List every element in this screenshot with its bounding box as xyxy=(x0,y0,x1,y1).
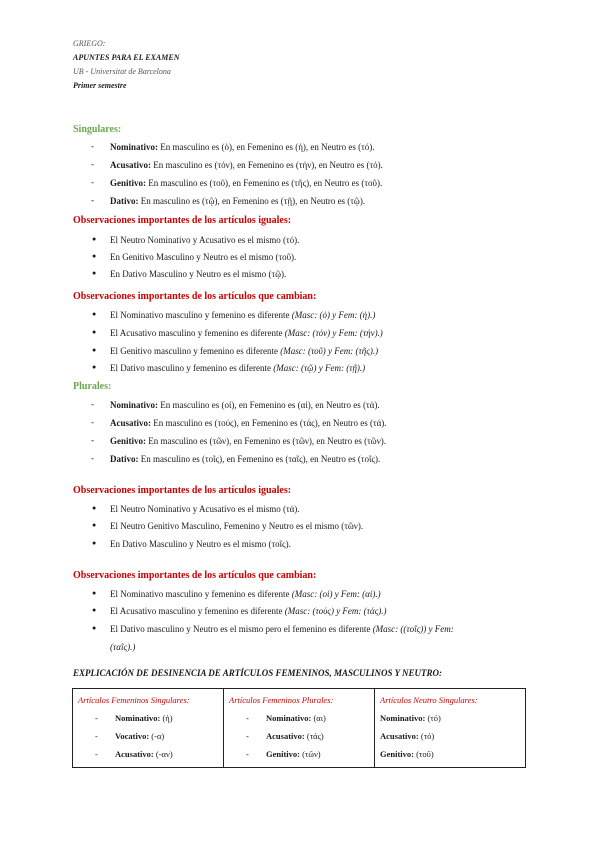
dash-marker: - xyxy=(246,713,249,723)
list-item xyxy=(110,362,365,374)
list-item xyxy=(110,309,375,321)
item-text: El Nominativo masculino y femenino es diferente xyxy=(110,310,292,320)
explicacion-title: EXPLICACIÓN DE DESINENCIA DE ARTÍCULOS FEMENINOS, MASCULINOS Y NEUTRO: xyxy=(73,668,443,678)
list-item xyxy=(110,588,381,600)
row-text: En masculino es (τούς), en Femenino es (τάς), en Neutro es (τά). xyxy=(151,418,387,428)
row-value: (τό) xyxy=(425,713,441,723)
dash-marker: - xyxy=(95,731,98,741)
item-detail: (ταῖς).) xyxy=(110,642,136,652)
row-value: (τό) xyxy=(418,731,435,741)
list-item xyxy=(110,141,375,153)
dash-marker: - xyxy=(246,731,249,741)
row-value: (τοῦ) xyxy=(414,749,434,759)
obs-cambian-heading: Observaciones importantes de los artículos que cambian: xyxy=(73,291,317,302)
list-item: El Neutro Nominativo y Acusativo es el mismo (τό). xyxy=(110,235,300,245)
item-detail: (Masc: (οἱ) y Fem: (αἱ).) xyxy=(291,589,381,599)
bullet-marker: ● xyxy=(92,235,97,243)
dash-marker: - xyxy=(91,159,94,169)
row-text: En masculino es (τόν), en Femenino es (τήν), en Neutro es (τό). xyxy=(151,160,383,170)
row-label: Acusativo: xyxy=(380,731,419,741)
row-value: (-α) xyxy=(149,731,165,741)
dash-marker: - xyxy=(91,177,94,187)
list-item xyxy=(110,453,380,465)
list-item: En Dativo Masculino y Neutro es el mismo (τοῖς). xyxy=(110,539,291,549)
bullet-marker: ● xyxy=(92,328,97,336)
item-text: El Dativo masculino y Neutro es el mismo pero el femenino es diferente xyxy=(110,624,373,634)
row-value: (αι) xyxy=(311,713,326,723)
column-heading: Artículos Femeninos Plurales: xyxy=(229,695,334,705)
item-detail: (Masc: (τούς) y Fem: (τάς).) xyxy=(284,606,387,616)
dash-marker: - xyxy=(91,453,94,463)
row-label: Genitivo: xyxy=(110,178,146,188)
table-row xyxy=(380,731,434,741)
row-value: (τῶν) xyxy=(300,749,321,759)
list-item-continuation xyxy=(110,641,135,653)
row-label: Nominativo: xyxy=(110,142,158,152)
row-label: Vocativo: xyxy=(115,731,150,741)
item-detail: (Masc: (τοῦ) y Fem: (τῆς).) xyxy=(280,346,379,356)
item-detail: (Masc: (τόν) y Fem: (τήν).) xyxy=(284,328,383,338)
row-label: Dativo: xyxy=(110,454,139,464)
list-item: El Neutro Nominativo y Acusativo es el mismo (τά). xyxy=(110,504,300,514)
dash-marker: - xyxy=(91,399,94,409)
obs-iguales-heading: Observaciones importantes de los artículos iguales: xyxy=(73,215,292,226)
item-detail: (Masc: (τῷ) y Fem: (τῇ).) xyxy=(273,363,366,373)
row-text: En masculino es (τῷ), en Femenino es (τῇ), en Neutro es (τῷ). xyxy=(138,196,366,206)
row-label: Nominativo: xyxy=(115,713,161,723)
table-row xyxy=(380,749,434,759)
row-text: En masculino es (ὁ), en Femenino es (ἡ), en Neutro es (τό). xyxy=(158,142,375,152)
row-text: En masculino es (τῶν), en Femenino es (τῶν), en Neutro es (τῶν). xyxy=(146,436,387,446)
desinencia-table xyxy=(72,688,526,768)
dash-marker: - xyxy=(95,749,98,759)
bullet-marker: ● xyxy=(92,521,97,529)
semester-label: Primer semestre xyxy=(73,81,127,90)
row-label: Nominativo: xyxy=(266,713,312,723)
table-column-femeninos-plurales xyxy=(224,689,375,767)
list-item xyxy=(110,195,365,207)
list-item xyxy=(110,417,387,429)
row-label: Genitivo: xyxy=(380,749,414,759)
row-label: Nominativo: xyxy=(110,400,158,410)
row-text: En masculino es (τοῖς), en Femenino es (ταῖς), en Neutro es (τοῖς). xyxy=(138,454,381,464)
item-text: El Dativo masculino y femenino es diferente xyxy=(110,363,274,373)
row-value: (τάς) xyxy=(304,731,324,741)
list-item: En Dativo Masculino y Neutro es el mismo (τῷ). xyxy=(110,269,287,279)
row-value: (-αν) xyxy=(153,749,173,759)
dash-marker: - xyxy=(91,435,94,445)
list-item xyxy=(110,345,378,357)
bullet-marker: ● xyxy=(92,310,97,318)
obs-iguales-heading: Observaciones importantes de los artículos iguales: xyxy=(73,485,292,496)
row-label: Nominativo: xyxy=(380,713,426,723)
row-label: Acusativo: xyxy=(115,749,154,759)
plurales-heading: Plurales: xyxy=(73,381,112,392)
bullet-marker: ● xyxy=(92,346,97,354)
list-item xyxy=(110,605,387,617)
row-text: En masculino es (τοῦ), en Femenino es (τῆς), en Neutro es (τοῦ). xyxy=(146,178,383,188)
column-heading: Artículos Femeninos Singulares: xyxy=(78,695,190,705)
singulares-heading: Singulares: xyxy=(73,124,122,135)
bullet-marker: ● xyxy=(92,624,97,632)
dash-marker: - xyxy=(91,417,94,427)
document-title: APUNTES PARA EL EXAMEN xyxy=(73,53,180,62)
list-item: En Genitivo Masculino y Neutro es el mismo (τοῦ). xyxy=(110,252,297,262)
dash-marker: - xyxy=(95,713,98,723)
row-label: Acusativo: xyxy=(266,731,305,741)
dash-marker: - xyxy=(91,195,94,205)
list-item xyxy=(110,177,382,189)
item-text: El Acusativo masculino y femenino es diferente xyxy=(110,606,285,616)
row-value: (ἡ) xyxy=(160,713,173,723)
item-detail: (Masc: (ὁ) y Fem: (ἡ).) xyxy=(291,310,376,320)
table-row xyxy=(380,713,441,723)
subject-label: GRIEGO: xyxy=(73,39,106,48)
obs-cambian-heading: Observaciones importantes de los artículos que cambian: xyxy=(73,570,317,581)
list-item xyxy=(110,399,380,411)
bullet-marker: ● xyxy=(92,504,97,512)
list-item: El Neutro Genitivo Masculino, Femenino y Neutro es el mismo (τῶν). xyxy=(110,521,364,531)
bullet-marker: ● xyxy=(92,539,97,547)
row-text: En masculino es (οἱ), en Femenino es (αἱ), en Neutro es (τά). xyxy=(158,400,380,410)
dash-marker: - xyxy=(246,749,249,759)
list-item xyxy=(110,159,383,171)
list-item xyxy=(110,327,383,339)
university-label: UB - Universitat de Barcelona xyxy=(73,67,171,76)
bullet-marker: ● xyxy=(92,606,97,614)
row-label: Genitivo: xyxy=(110,436,146,446)
list-item xyxy=(110,623,454,635)
bullet-marker: ● xyxy=(92,589,97,597)
row-label: Acusativo: xyxy=(110,160,151,170)
item-text: El Nominativo masculino y femenino es diferente xyxy=(110,589,292,599)
table-column-neutro-singulares xyxy=(375,689,525,767)
row-label: Dativo: xyxy=(110,196,139,206)
row-label: Genitivo: xyxy=(266,749,300,759)
list-item xyxy=(110,435,386,447)
bullet-marker: ● xyxy=(92,252,97,260)
item-text: El Genitivo masculino y femenino es diferente xyxy=(110,346,281,356)
dash-marker: - xyxy=(91,141,94,151)
bullet-marker: ● xyxy=(92,269,97,277)
table-column-femeninos-singulares xyxy=(73,689,224,767)
bullet-marker: ● xyxy=(92,363,97,371)
item-detail: (Masc: ((τοῖς)) y Fem: xyxy=(372,624,454,634)
column-heading: Artículos Neutro Singulares: xyxy=(380,695,478,705)
row-label: Acusativo: xyxy=(110,418,151,428)
item-text: El Acusativo masculino y femenino es diferente xyxy=(110,328,285,338)
